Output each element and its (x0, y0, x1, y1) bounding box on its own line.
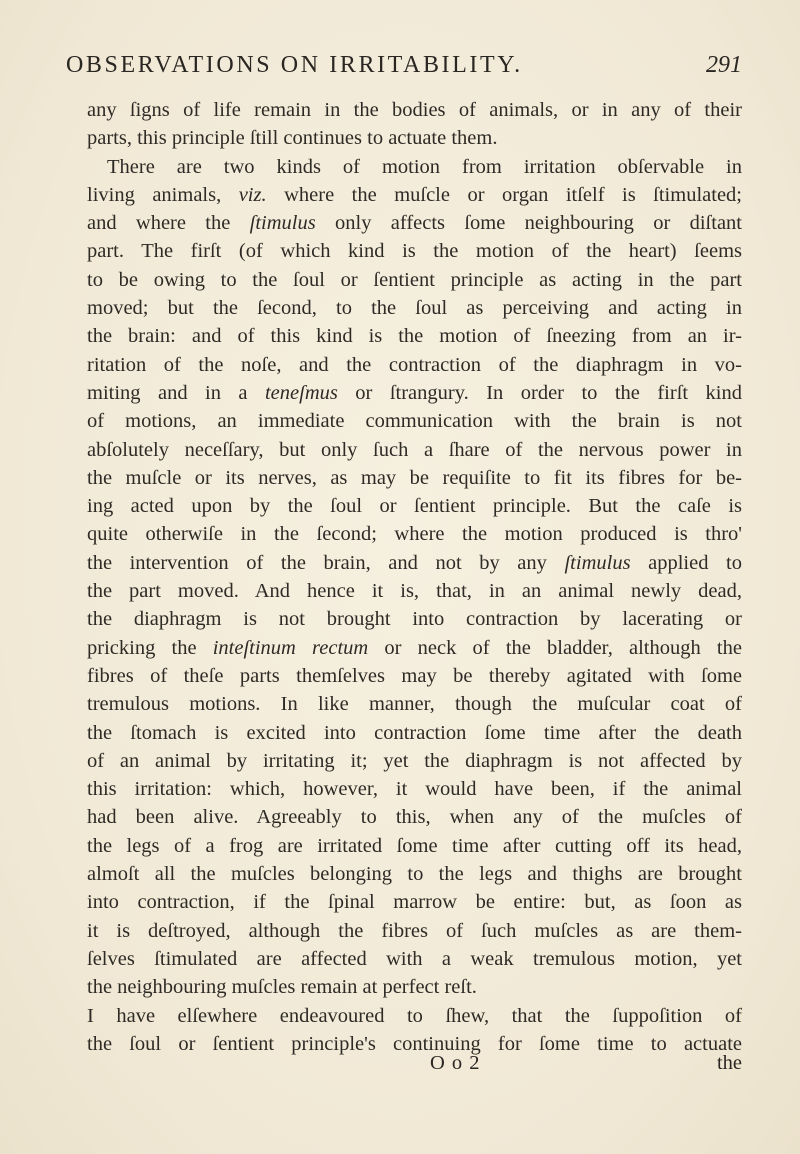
text-line: the brain: and of this kind is the motion of ſneezing from an ir- (87, 325, 742, 348)
text-line: quite otherwiſe in the ſecond; where the motion produced is thro' (87, 523, 742, 546)
signature-mark: O o 2 (430, 1052, 481, 1074)
footer-line (87, 1052, 742, 1080)
text-line: There are two kinds of motion from irritation obſervable in (107, 155, 742, 178)
text-line: and where the ſtimulus only affects ſome neighbouring or diſtant (87, 212, 742, 235)
text-line: fibres of theſe parts themſelves may be thereby agitated with ſome (87, 664, 742, 687)
text-line: of an animal by irritating it; yet the diaphragm is not affected by (87, 749, 742, 772)
text-line: part. The firſt (of which kind is the motion of the heart) ſeems (87, 240, 742, 263)
catchword: the (716, 1052, 742, 1074)
text-line: parts, this principle ſtill continues to actuate them. (87, 127, 498, 150)
text-line: this irritation: which, however, it would have been, if the animal (87, 778, 742, 801)
text-line: I have elſewhere endeavoured to ſhew, that the ſuppoſition of (87, 1004, 742, 1027)
body-text (87, 96, 742, 1058)
text-line: ſelves ſtimulated are affected with a weak tremulous motion, yet (87, 947, 742, 970)
text-line: of motions, an immediate communication with the brain is not (87, 410, 742, 433)
text-line: living animals, viz. where the muſcle or organ itſelf is ſtimulated; (87, 183, 742, 206)
text-line: the neighbouring muſcles remain at perfect reſt. (87, 976, 477, 999)
text-line: the legs of a frog are irritated ſome time after cutting off its head, (87, 834, 742, 857)
text-line: had been alive. Agreeably to this, when any of the muſcles of (87, 806, 742, 829)
text-line: ing acted upon by the ſoul or ſentient principle. But the caſe is (87, 495, 742, 518)
text-line: miting and in a teneſmus or ſtrangury. In order to the firſt kind (87, 381, 742, 404)
text-line: almoſt all the muſcles belonging to the legs and thighs are brought (87, 863, 742, 886)
text-line: the ſoul or ſentient principle's continuing for ſome time to actuate (87, 1032, 742, 1055)
text-line: the part moved. And hence it is, that, in an animal newly dead, (87, 580, 742, 603)
text-line: to be owing to the ſoul or ſentient principle as acting in the part (87, 268, 742, 291)
text-line: ritation of the noſe, and the contraction of the diaphragm in vo- (87, 353, 742, 376)
text-line: any ſigns of life remain in the bodies of animals, or in any of their (87, 99, 742, 121)
text-line: the ſtomach is excited into contraction ſome time after the death (87, 721, 742, 744)
text-line: the intervention of the brain, and not by any ſtimulus applied to (87, 551, 742, 574)
text-line: into contraction, if the ſpinal marrow be entire: but, as ſoon as (87, 891, 742, 914)
text-line: the muſcle or its nerves, as may be requiſite to fit its fibres for be- (87, 466, 742, 489)
running-head: OBSERVATIONS ON IRRITABILITY. (66, 52, 523, 78)
text-line: abſolutely neceſſary, but only ſuch a ſhare of the nervous power in (87, 438, 742, 461)
page-number: 291 (706, 52, 742, 78)
text-line: it is deſtroyed, although the fibres of ſuch muſcles as are them- (87, 919, 742, 942)
text-line: the diaphragm is not brought into contraction by lacerating or (87, 608, 742, 631)
text-line: pricking the inteſtinum rectum or neck of the bladder, although the (87, 636, 742, 659)
text-line: tremulous motions. In like manner, though the muſcular coat of (87, 693, 742, 716)
text-line: moved; but the ſecond, to the ſoul as perceiving and acting in (87, 297, 742, 320)
page-header (66, 50, 742, 90)
